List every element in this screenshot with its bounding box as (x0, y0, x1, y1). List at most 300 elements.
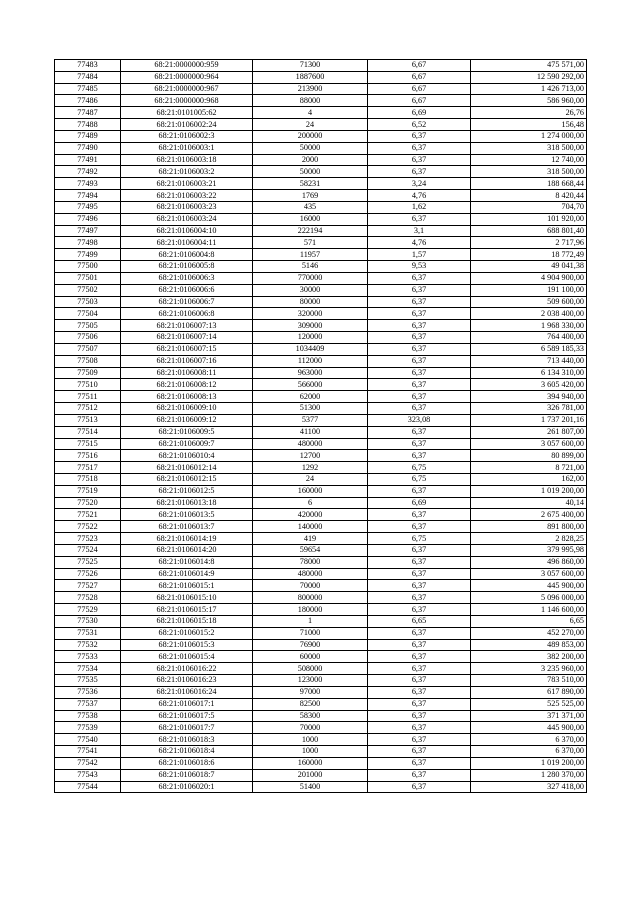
area-cell: 160000 (253, 757, 368, 769)
cadastral-number-cell: 68:21:0106014:19 (121, 533, 253, 545)
area-cell: 70000 (253, 580, 368, 592)
cadastral-number-cell: 68:21:0101005:62 (121, 107, 253, 119)
amount-cell: 704,70 (471, 201, 587, 213)
table-row (55, 450, 587, 462)
rate-cell: 6,37 (368, 154, 471, 166)
cadastral-number-cell: 68:21:0106015:4 (121, 651, 253, 663)
table-row (55, 722, 587, 734)
rate-cell: 3,1 (368, 225, 471, 237)
cadastral-number-cell: 68:21:0106013:18 (121, 497, 253, 509)
rate-cell: 6,75 (368, 473, 471, 485)
area-cell: 566000 (253, 379, 368, 391)
cadastral-number-cell: 68:21:0106006:8 (121, 308, 253, 320)
table-row (55, 757, 587, 769)
area-cell: 50000 (253, 142, 368, 154)
row-number-cell: 77502 (55, 284, 121, 296)
row-number-cell: 77487 (55, 107, 121, 119)
area-cell: 82500 (253, 698, 368, 710)
table-row (55, 710, 587, 722)
row-number-cell: 77533 (55, 651, 121, 663)
amount-cell: 2 717,96 (471, 237, 587, 249)
row-number-cell: 77491 (55, 154, 121, 166)
rate-cell: 6,37 (368, 166, 471, 178)
cadastral-number-cell: 68:21:0106015:10 (121, 592, 253, 604)
area-cell: 120000 (253, 332, 368, 344)
amount-cell: 18 772,49 (471, 249, 587, 261)
table-row (55, 296, 587, 308)
rate-cell: 6,37 (368, 272, 471, 284)
table-row (55, 485, 587, 497)
row-number-cell: 77522 (55, 521, 121, 533)
rate-cell: 6,37 (368, 450, 471, 462)
area-cell: 1292 (253, 462, 368, 474)
area-cell: 30000 (253, 284, 368, 296)
cadastral-number-cell: 68:21:0106002:3 (121, 130, 253, 142)
rate-cell: 6,37 (368, 781, 471, 793)
cadastral-number-cell: 68:21:0106003:2 (121, 166, 253, 178)
area-cell: 2000 (253, 154, 368, 166)
amount-cell: 6 370,00 (471, 746, 587, 758)
area-cell: 6 (253, 497, 368, 509)
row-number-cell: 77484 (55, 71, 121, 83)
area-cell: 213900 (253, 83, 368, 95)
amount-cell: 525 525,00 (471, 698, 587, 710)
rate-cell: 6,37 (368, 544, 471, 556)
table-row (55, 639, 587, 651)
table-row (55, 509, 587, 521)
amount-cell: 445 900,00 (471, 722, 587, 734)
amount-cell: 371 371,00 (471, 710, 587, 722)
rate-cell: 1,57 (368, 249, 471, 261)
land-parcels-table (54, 59, 587, 793)
rate-cell: 9,53 (368, 261, 471, 273)
cadastral-number-cell: 68:21:0106017:5 (121, 710, 253, 722)
rate-cell: 4,76 (368, 190, 471, 202)
table-row (55, 746, 587, 758)
table-row (55, 343, 587, 355)
row-number-cell: 77497 (55, 225, 121, 237)
row-number-cell: 77524 (55, 544, 121, 556)
table-row (55, 355, 587, 367)
rate-cell: 6,37 (368, 391, 471, 403)
rate-cell: 6,37 (368, 379, 471, 391)
table-row (55, 272, 587, 284)
cadastral-number-cell: 68:21:0106002:24 (121, 119, 253, 131)
area-cell: 200000 (253, 130, 368, 142)
cadastral-number-cell: 68:21:0106003:18 (121, 154, 253, 166)
cadastral-number-cell: 68:21:0106006:7 (121, 296, 253, 308)
area-cell: 420000 (253, 509, 368, 521)
area-cell: 1 (253, 615, 368, 627)
amount-cell: 489 853,00 (471, 639, 587, 651)
amount-cell: 1 274 000,00 (471, 130, 587, 142)
table-row (55, 438, 587, 450)
cadastral-number-cell: 68:21:0106015:17 (121, 604, 253, 616)
row-number-cell: 77526 (55, 568, 121, 580)
rate-cell: 6,37 (368, 568, 471, 580)
table-row (55, 201, 587, 213)
amount-cell: 8 420,44 (471, 190, 587, 202)
rate-cell: 6,37 (368, 757, 471, 769)
rate-cell: 6,67 (368, 95, 471, 107)
cadastral-number-cell: 68:21:0106015:3 (121, 639, 253, 651)
area-cell: 222194 (253, 225, 368, 237)
table-row (55, 663, 587, 675)
area-cell: 60000 (253, 651, 368, 663)
area-cell: 1034409 (253, 343, 368, 355)
cadastral-number-cell: 68:21:0106012:15 (121, 473, 253, 485)
area-cell: 51400 (253, 781, 368, 793)
cadastral-number-cell: 68:21:0106009:7 (121, 438, 253, 450)
table-row (55, 284, 587, 296)
cadastral-number-cell: 68:21:0000000:964 (121, 71, 253, 83)
amount-cell: 509 600,00 (471, 296, 587, 308)
area-cell: 12700 (253, 450, 368, 462)
row-number-cell: 77494 (55, 190, 121, 202)
rate-cell: 6,52 (368, 119, 471, 131)
table-row (55, 592, 587, 604)
rate-cell: 6,37 (368, 734, 471, 746)
table-row (55, 544, 587, 556)
rate-cell: 6,37 (368, 639, 471, 651)
amount-cell: 382 200,00 (471, 651, 587, 663)
rate-cell: 6,37 (368, 509, 471, 521)
cadastral-number-cell: 68:21:0000000:959 (121, 60, 253, 72)
cadastral-number-cell: 68:21:0106015:2 (121, 627, 253, 639)
row-number-cell: 77532 (55, 639, 121, 651)
amount-cell: 318 500,00 (471, 166, 587, 178)
amount-cell: 379 995,98 (471, 544, 587, 556)
rate-cell: 6,37 (368, 746, 471, 758)
row-number-cell: 77521 (55, 509, 121, 521)
amount-cell: 1 019 200,00 (471, 757, 587, 769)
table-row (55, 675, 587, 687)
table-row (55, 154, 587, 166)
rate-cell: 6,67 (368, 71, 471, 83)
cadastral-number-cell: 68:21:0000000:967 (121, 83, 253, 95)
amount-cell: 188 668,44 (471, 178, 587, 190)
amount-cell: 1 280 370,00 (471, 769, 587, 781)
table-row (55, 568, 587, 580)
area-cell: 1000 (253, 746, 368, 758)
table-row (55, 651, 587, 663)
rate-cell: 6,37 (368, 722, 471, 734)
area-cell: 201000 (253, 769, 368, 781)
row-number-cell: 77516 (55, 450, 121, 462)
amount-cell: 2 675 400,00 (471, 509, 587, 521)
area-cell: 80000 (253, 296, 368, 308)
area-cell: 59654 (253, 544, 368, 556)
rate-cell: 3,24 (368, 178, 471, 190)
row-number-cell: 77512 (55, 403, 121, 415)
cadastral-number-cell: 68:21:0106008:11 (121, 367, 253, 379)
cadastral-number-cell: 68:21:0106006:6 (121, 284, 253, 296)
table-row (55, 225, 587, 237)
area-cell: 480000 (253, 568, 368, 580)
table-row (55, 604, 587, 616)
cadastral-number-cell: 68:21:0106003:22 (121, 190, 253, 202)
rate-cell: 6,37 (368, 213, 471, 225)
row-number-cell: 77515 (55, 438, 121, 450)
amount-cell: 80 899,00 (471, 450, 587, 462)
amount-cell: 3 235 960,00 (471, 663, 587, 675)
cadastral-number-cell: 68:21:0106003:1 (121, 142, 253, 154)
table-row (55, 734, 587, 746)
amount-cell: 475 571,00 (471, 60, 587, 72)
table-row (55, 781, 587, 793)
rate-cell: 6,37 (368, 355, 471, 367)
row-number-cell: 77492 (55, 166, 121, 178)
cadastral-number-cell: 68:21:0106018:7 (121, 769, 253, 781)
amount-cell: 5 096 000,00 (471, 592, 587, 604)
area-cell: 71000 (253, 627, 368, 639)
amount-cell: 101 920,00 (471, 213, 587, 225)
rate-cell: 6,37 (368, 142, 471, 154)
row-number-cell: 77501 (55, 272, 121, 284)
row-number-cell: 77511 (55, 391, 121, 403)
amount-cell: 40,14 (471, 497, 587, 509)
area-cell: 41100 (253, 426, 368, 438)
rate-cell: 6,65 (368, 615, 471, 627)
table-row (55, 119, 587, 131)
table-row (55, 686, 587, 698)
row-number-cell: 77509 (55, 367, 121, 379)
row-number-cell: 77527 (55, 580, 121, 592)
row-number-cell: 77535 (55, 675, 121, 687)
area-cell: 963000 (253, 367, 368, 379)
row-number-cell: 77517 (55, 462, 121, 474)
rate-cell: 6,37 (368, 604, 471, 616)
row-number-cell: 77496 (55, 213, 121, 225)
rate-cell: 6,37 (368, 651, 471, 663)
cadastral-number-cell: 68:21:0106004:8 (121, 249, 253, 261)
table-row (55, 83, 587, 95)
row-number-cell: 77489 (55, 130, 121, 142)
amount-cell: 26,76 (471, 107, 587, 119)
table-row (55, 426, 587, 438)
amount-cell: 1 146 600,00 (471, 604, 587, 616)
area-cell: 140000 (253, 521, 368, 533)
cadastral-number-cell: 68:21:0106003:23 (121, 201, 253, 213)
area-cell: 320000 (253, 308, 368, 320)
table-row (55, 308, 587, 320)
cadastral-number-cell: 68:21:0106016:23 (121, 675, 253, 687)
cadastral-number-cell: 68:21:0106013:7 (121, 521, 253, 533)
amount-cell: 6 370,00 (471, 734, 587, 746)
amount-cell: 8 721,00 (471, 462, 587, 474)
area-cell: 16000 (253, 213, 368, 225)
row-number-cell: 77499 (55, 249, 121, 261)
table-row (55, 95, 587, 107)
area-cell: 800000 (253, 592, 368, 604)
row-number-cell: 77514 (55, 426, 121, 438)
amount-cell: 764 400,00 (471, 332, 587, 344)
cadastral-number-cell: 68:21:0106007:15 (121, 343, 253, 355)
rate-cell: 6,37 (368, 556, 471, 568)
table-row (55, 462, 587, 474)
table-row (55, 533, 587, 545)
cadastral-number-cell: 68:21:0106008:12 (121, 379, 253, 391)
amount-cell: 445 900,00 (471, 580, 587, 592)
row-number-cell: 77500 (55, 261, 121, 273)
row-number-cell: 77506 (55, 332, 121, 344)
table-row (55, 261, 587, 273)
rate-cell: 6,37 (368, 426, 471, 438)
cadastral-number-cell: 68:21:0106010:4 (121, 450, 253, 462)
row-number-cell: 77543 (55, 769, 121, 781)
rate-cell: 4,76 (368, 237, 471, 249)
cadastral-number-cell: 68:21:0106018:4 (121, 746, 253, 758)
row-number-cell: 77541 (55, 746, 121, 758)
row-number-cell: 77518 (55, 473, 121, 485)
cadastral-number-cell: 68:21:0106009:10 (121, 403, 253, 415)
row-number-cell: 77544 (55, 781, 121, 793)
row-number-cell: 77537 (55, 698, 121, 710)
rate-cell: 6,37 (368, 332, 471, 344)
row-number-cell: 77536 (55, 686, 121, 698)
cadastral-number-cell: 68:21:0106020:1 (121, 781, 253, 793)
rate-cell: 6,67 (368, 83, 471, 95)
rate-cell: 6,37 (368, 580, 471, 592)
rate-cell: 6,37 (368, 308, 471, 320)
area-cell: 24 (253, 473, 368, 485)
rate-cell: 6,37 (368, 296, 471, 308)
table-row (55, 166, 587, 178)
cadastral-number-cell: 68:21:0106014:9 (121, 568, 253, 580)
row-number-cell: 77538 (55, 710, 121, 722)
area-cell: 480000 (253, 438, 368, 450)
table-row (55, 60, 587, 72)
rate-cell: 6,37 (368, 686, 471, 698)
area-cell: 508000 (253, 663, 368, 675)
cadastral-number-cell: 68:21:0106017:7 (121, 722, 253, 734)
row-number-cell: 77542 (55, 757, 121, 769)
amount-cell: 6 134 310,00 (471, 367, 587, 379)
table-row (55, 521, 587, 533)
amount-cell: 162,00 (471, 473, 587, 485)
cadastral-number-cell: 68:21:0106007:14 (121, 332, 253, 344)
row-number-cell: 77508 (55, 355, 121, 367)
table-row (55, 107, 587, 119)
row-number-cell: 77525 (55, 556, 121, 568)
cadastral-number-cell: 68:21:0106003:24 (121, 213, 253, 225)
table-row (55, 403, 587, 415)
cadastral-number-cell: 68:21:0106017:1 (121, 698, 253, 710)
amount-cell: 586 960,00 (471, 95, 587, 107)
table-row (55, 627, 587, 639)
table-row (55, 473, 587, 485)
rate-cell: 6,37 (368, 403, 471, 415)
row-number-cell: 77498 (55, 237, 121, 249)
area-cell: 1769 (253, 190, 368, 202)
amount-cell: 1 737 201,16 (471, 414, 587, 426)
amount-cell: 1 968 330,00 (471, 320, 587, 332)
rate-cell: 6,67 (368, 60, 471, 72)
amount-cell: 261 807,00 (471, 426, 587, 438)
table-row (55, 497, 587, 509)
amount-cell: 617 890,00 (471, 686, 587, 698)
amount-cell: 783 510,00 (471, 675, 587, 687)
row-number-cell: 77507 (55, 343, 121, 355)
amount-cell: 326 781,00 (471, 403, 587, 415)
row-number-cell: 77513 (55, 414, 121, 426)
table-body (55, 60, 587, 793)
cadastral-number-cell: 68:21:0106012:5 (121, 485, 253, 497)
cadastral-number-cell: 68:21:0106003:21 (121, 178, 253, 190)
rate-cell: 6,37 (368, 627, 471, 639)
area-cell: 51300 (253, 403, 368, 415)
amount-cell: 394 940,00 (471, 391, 587, 403)
cadastral-number-cell: 68:21:0106018:6 (121, 757, 253, 769)
cadastral-number-cell: 68:21:0106014:20 (121, 544, 253, 556)
cadastral-number-cell: 68:21:0106014:8 (121, 556, 253, 568)
amount-cell: 6,65 (471, 615, 587, 627)
table-row (55, 580, 587, 592)
row-number-cell: 77504 (55, 308, 121, 320)
table-row (55, 414, 587, 426)
amount-cell: 688 801,40 (471, 225, 587, 237)
table-row (55, 391, 587, 403)
area-cell: 112000 (253, 355, 368, 367)
cadastral-number-cell: 68:21:0106005:8 (121, 261, 253, 273)
rate-cell: 6,37 (368, 710, 471, 722)
amount-cell: 12 590 292,00 (471, 71, 587, 83)
area-cell: 76900 (253, 639, 368, 651)
amount-cell: 713 440,00 (471, 355, 587, 367)
rate-cell: 6,37 (368, 343, 471, 355)
row-number-cell: 77529 (55, 604, 121, 616)
table-row (55, 379, 587, 391)
amount-cell: 1 426 713,00 (471, 83, 587, 95)
row-number-cell: 77519 (55, 485, 121, 497)
area-cell: 309000 (253, 320, 368, 332)
rate-cell: 6,37 (368, 698, 471, 710)
area-cell: 71300 (253, 60, 368, 72)
row-number-cell: 77540 (55, 734, 121, 746)
rate-cell: 6,37 (368, 485, 471, 497)
cadastral-number-cell: 68:21:0000000:968 (121, 95, 253, 107)
area-cell: 88000 (253, 95, 368, 107)
amount-cell: 191 100,00 (471, 284, 587, 296)
area-cell: 180000 (253, 604, 368, 616)
rate-cell: 6,69 (368, 107, 471, 119)
area-cell: 62000 (253, 391, 368, 403)
amount-cell: 327 418,00 (471, 781, 587, 793)
rate-cell: 6,37 (368, 367, 471, 379)
table-row (55, 142, 587, 154)
amount-cell: 3 057 600,00 (471, 438, 587, 450)
area-cell: 1000 (253, 734, 368, 746)
rate-cell: 6,37 (368, 663, 471, 675)
cadastral-number-cell: 68:21:0106004:10 (121, 225, 253, 237)
area-cell: 4 (253, 107, 368, 119)
area-cell: 11957 (253, 249, 368, 261)
row-number-cell: 77520 (55, 497, 121, 509)
row-number-cell: 77485 (55, 83, 121, 95)
cadastral-number-cell: 68:21:0106006:3 (121, 272, 253, 284)
table-row (55, 237, 587, 249)
cadastral-number-cell: 68:21:0106018:3 (121, 734, 253, 746)
table-row (55, 615, 587, 627)
cadastral-number-cell: 68:21:0106013:5 (121, 509, 253, 521)
table-row (55, 320, 587, 332)
rate-cell: 6,37 (368, 438, 471, 450)
rate-cell: 6,37 (368, 521, 471, 533)
area-cell: 97000 (253, 686, 368, 698)
amount-cell: 2 038 400,00 (471, 308, 587, 320)
cadastral-number-cell: 68:21:0106016:24 (121, 686, 253, 698)
rate-cell: 6,75 (368, 462, 471, 474)
